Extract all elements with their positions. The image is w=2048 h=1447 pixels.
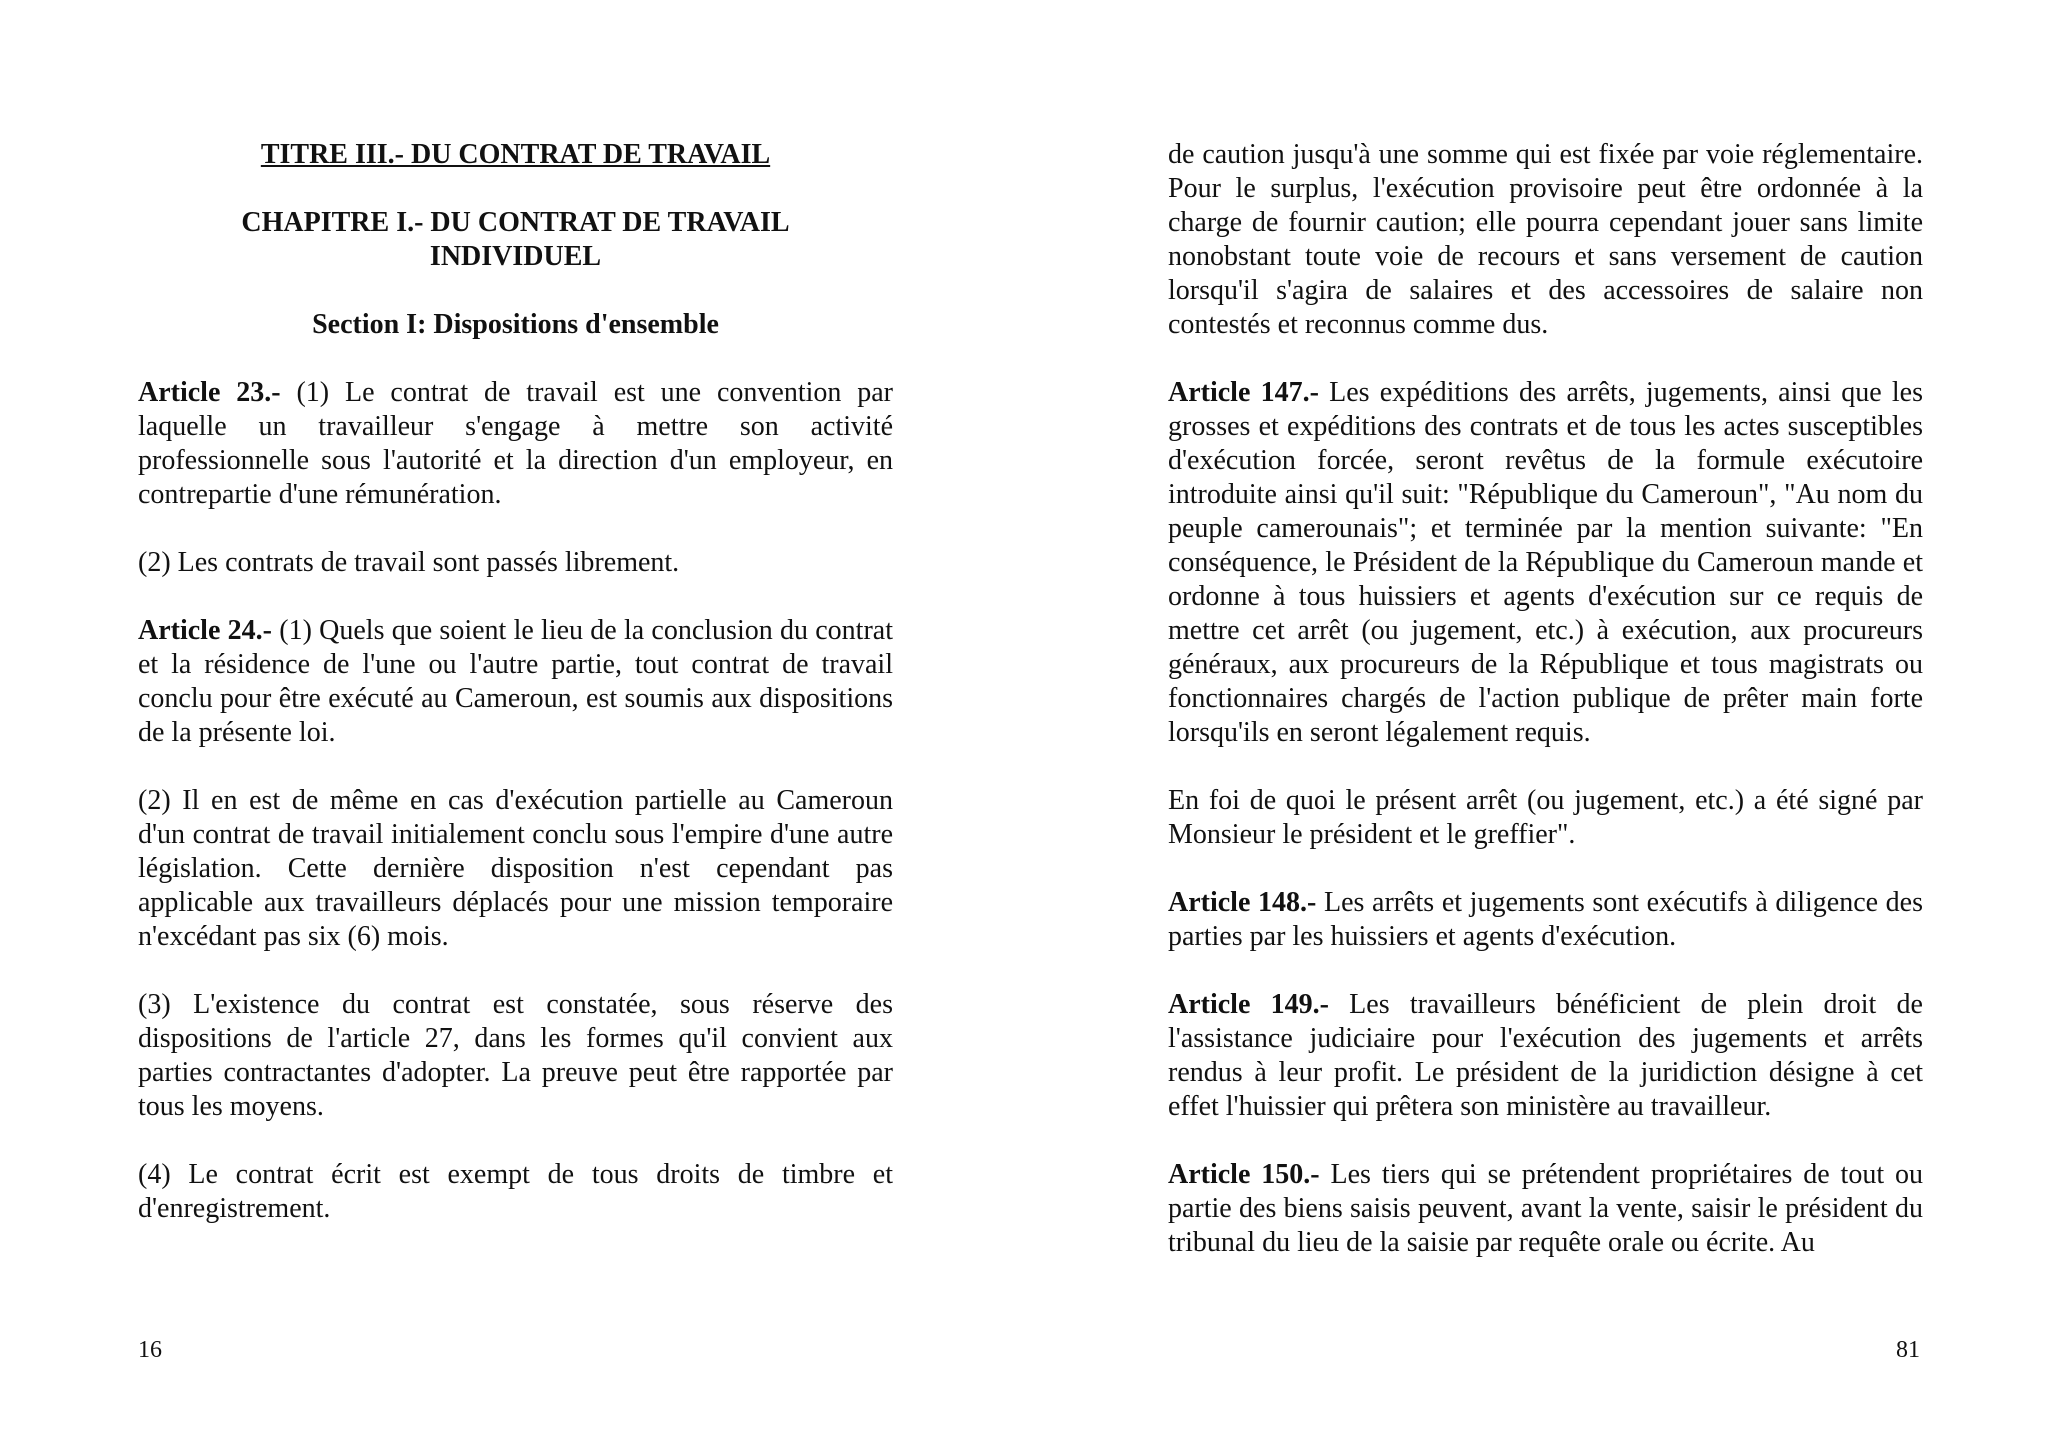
article-24-paragraph-3: (3) L'existence du contrat est constatée, sous réserve des dispositions de l'article 27, dans les formes qu'il convient aux parties contractantes d'adopter. La preuve peut être rapportée par tous les moyens. — [138, 989, 893, 1122]
article-147-paragraph-2: En foi de quoi le présent arrêt (ou jugement, etc.) a été signé par Monsieur le président et le greffier". — [1168, 785, 1923, 850]
article-147-text: Les expéditions des arrêts, jugements, ainsi que les grosses et expéditions des contrats et de tous les actes susceptibles d'exécution forcée, seront revêtus de la formule exécutoire introduite ainsi qu'il suit: "République du Cameroun", "Au nom du peuple camerounais"; et terminée par la mention suivante: "En conséquence, le Président de la République du Cameroun mande et ordonne à tous huissiers et agents d'exécution sur ce requis de mettre cet arrêt (ou jugement, etc.) à exécution, aux procureurs généraux, aux procureurs de la République et tous magistrats ou fonctionnaires chargés de l'action publique de prêter main forte lorsqu'ils en seront légalement requis. — [1168, 377, 1923, 748]
article-24-paragraph-4: (4) Le contrat écrit est exempt de tous droits de timbre et d'enregistrement. — [138, 1159, 893, 1224]
article-24-paragraph-2: (2) Il en est de même en cas d'exécution partielle au Cameroun d'un contrat de travail initialement conclu sous l'empire d'une autre législation. Cette dernière disposition n'est cependant pas applicable aux travailleurs déplacés pour une mission temporaire n'excédant pas six (6) mois. — [138, 785, 893, 952]
right-page — [1168, 138, 1923, 1260]
article-148-paragraph — [1168, 886, 1923, 954]
article-24-label: Article 24.- — [138, 615, 272, 646]
article-148-text: Les arrêts et jugements sont exécutifs à diligence des parties par les huissiers et agents d'exécution. — [1168, 887, 1923, 952]
left-page — [138, 138, 893, 1226]
article-23-label: Article 23.- — [138, 377, 281, 408]
article-24-paragraph — [138, 614, 893, 750]
article-23-paragraph-2: (2) Les contrats de travail sont passés librement. — [138, 547, 680, 578]
article-149-paragraph — [1168, 988, 1923, 1124]
right-page-number: 81 — [1896, 1337, 1920, 1363]
chapter-heading — [138, 206, 893, 274]
article-148-label: Article 148.- — [1168, 887, 1317, 918]
article-23-text: (1) Le contrat de travail est une convention par laquelle un travailleur s'engage à mettre son activité professionnelle sous l'autorité et la direction d'un employeur, en contrepartie d'une rémunération. — [138, 377, 894, 510]
article-150-paragraph — [1168, 1158, 1923, 1260]
title-heading: TITRE III.- DU CONTRAT DE TRAVAIL — [260, 139, 771, 170]
article-147-label: Article 147.- — [1168, 377, 1319, 408]
article-150-label: Article 150.- — [1168, 1159, 1320, 1190]
article-149-text: Les travailleurs bénéficient de plein droit de l'assistance judiciaire pour l'exécution des jugements et arrêts rendus à leur profit. Le président de la juridiction désigne à cet effet l'huissier qui prêtera son ministère au travailleur. — [1168, 989, 1923, 1122]
continuation-paragraph: de caution jusqu'à une somme qui est fixée par voie réglementaire. Pour le surplus, l'exécution provisoire peut être ordonnée à la charge de fournir caution; elle pourra cependant jouer sans limite nonobstant toute voie de recours et sans versement de caution lorsqu'il s'agira de salaires et des accessoires de salaire non contestés et reconnus comme dus. — [1168, 139, 1923, 340]
left-page-number: 16 — [138, 1337, 162, 1363]
article-147-paragraph — [1168, 376, 1923, 750]
chapter-heading-line2: INDIVIDUEL — [429, 241, 602, 272]
section-heading: Section I: Dispositions d'ensemble — [312, 309, 719, 340]
chapter-heading-line1: CHAPITRE I.- DU CONTRAT DE TRAVAIL — [241, 207, 790, 238]
article-24-text: (1) Quels que soient le lieu de la conclusion du contrat et la résidence de l'une ou l'autre partie, tout contrat de travail conclu pour être exécuté au Cameroun, est soumis aux dispositions de la présente loi. — [138, 615, 893, 748]
article-23-paragraph — [138, 376, 893, 512]
article-149-label: Article 149.- — [1168, 989, 1329, 1020]
article-150-text: Les tiers qui se prétendent propriétaires de tout ou partie des biens saisis peuvent, avant la vente, saisir le président du tribunal du lieu de la saisie par requête orale ou écrite. Au — [1168, 1159, 1923, 1258]
